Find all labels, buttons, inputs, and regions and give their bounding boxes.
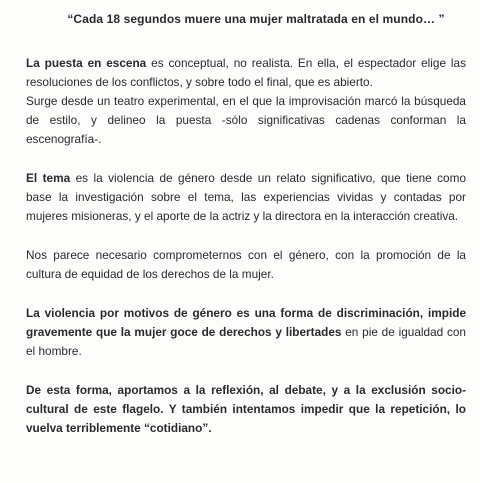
paragraph-tema (26, 169, 466, 226)
paragraph-compromiso: Nos parece necesario comprometernos con el género, con la promoción de la cultura de equidad de los derechos de la mujer. (26, 248, 466, 281)
paragraph-tema-text: es la violencia de género desde un relato significativo, que tiene como base la investigación sobre el tema, las experiencias vividas y contadas por mujeres misioneras, y el aporte de la actriz y la directora en la interacción creativa. (26, 171, 466, 223)
paragraph-puesta-en-escena (26, 54, 466, 92)
violencia-bold-text: La violencia por motivos de género es una forma de discriminación, impide gravemente que la mujer goce de derechos y libertades (26, 306, 466, 339)
paragraph-violencia (26, 304, 466, 361)
violencia-normal-text: en pie de igualdad con el hombre. (26, 325, 466, 358)
document-title: “Cada 18 segundos muere una mujer maltratada en el mundo… ” (67, 12, 445, 26)
lead-puesta-en-escena: La puesta en escena (26, 56, 147, 70)
lead-el-tema: El tema (26, 171, 71, 185)
paragraph-puesta-text: es conceptual, no realista. En ella, el espectador elige las resoluciones de los conflictos, y sobre todo el final, que es abierto. (26, 56, 466, 89)
paragraph-surge: Surge desde un teatro experimental, en el que la improvisación marcó la búsqueda de estilo, y delineo la puesta -sólo significativas cadenas conforman la escenografía-. (26, 94, 466, 146)
paragraph-conclusion: De esta forma, aportamos a la reflexión, al debate, y a la exclusión socio-cultural de este flagelo. Y también intentamos impedir que la repetición, lo vuelva terriblemente “cotidiano”. (26, 383, 466, 435)
